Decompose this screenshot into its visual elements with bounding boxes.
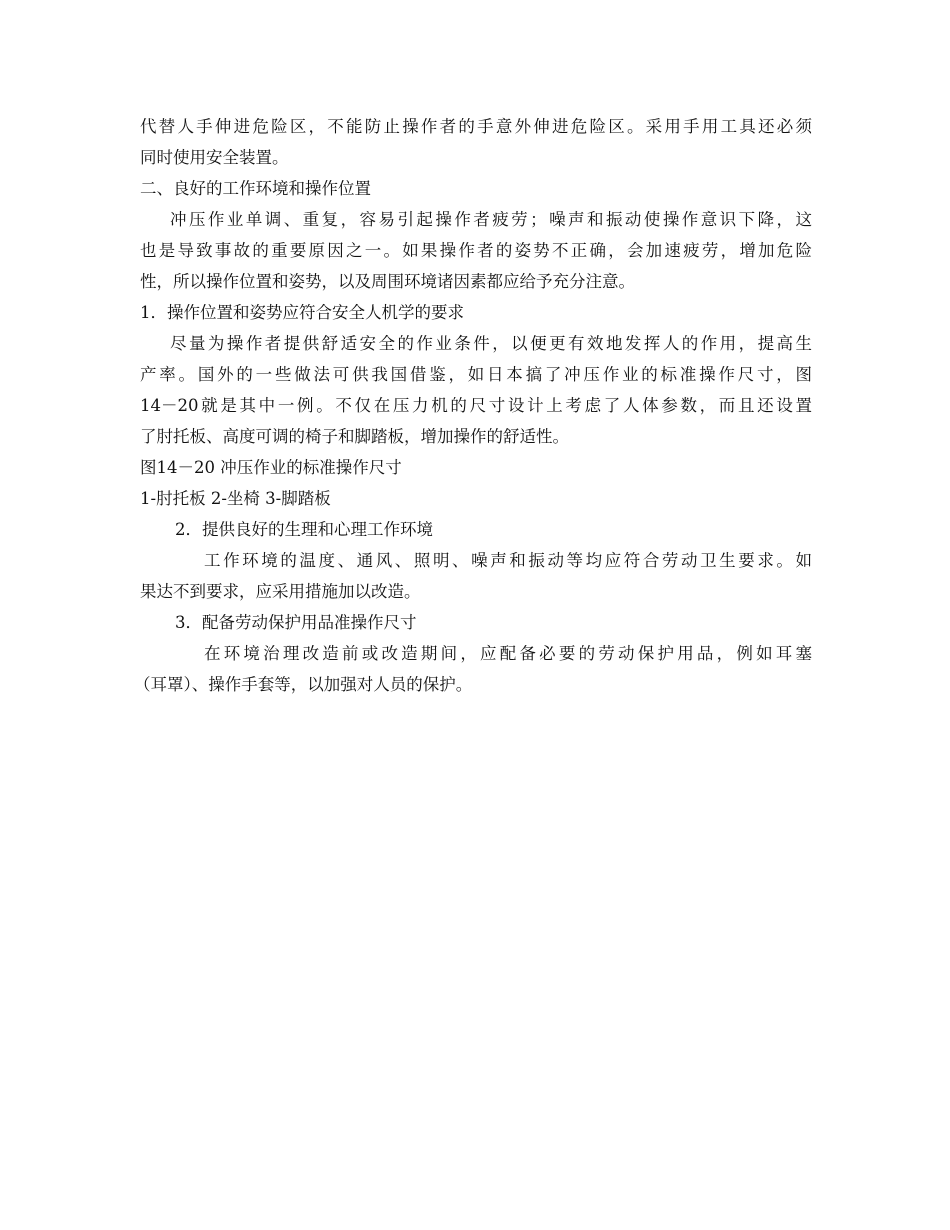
paragraph-line: 了肘托板、高度可调的椅子和脚踏板，增加操作的舒适性。 bbox=[140, 427, 569, 446]
paragraph-line: 14－20就是其中一例。不仅在压力机的尺寸设计上考虑了人体参数，而且还设置 bbox=[140, 396, 812, 415]
section-heading: 二、良好的工作环境和操作位置 bbox=[140, 179, 371, 198]
subsection-heading: 2．提供良好的生理和心理工作环境 bbox=[175, 520, 433, 539]
paragraph-line: 也是导致事故的重要原因之一。如果操作者的姿势不正确，会加速疲劳，增加危险 bbox=[140, 241, 812, 260]
paragraph-line: 冲压作业单调、重复，容易引起操作者疲劳；噪声和振动使操作意识下降，这 bbox=[170, 210, 812, 229]
figure-caption: 图14－20 冲压作业的标准操作尺寸 bbox=[140, 458, 402, 477]
paragraph-line: 性，所以操作位置和姿势，以及周围环境诸因素都应给予充分注意。 bbox=[140, 272, 635, 291]
subsection-heading: 3．配备劳动保护用品准操作尺寸 bbox=[175, 613, 417, 632]
paragraph-line: 在环境治理改造前或改造期间，应配备必要的劳动保护用品，例如耳塞 bbox=[204, 644, 812, 663]
subsection-heading: 1．操作位置和姿势应符合安全人机学的要求 bbox=[140, 303, 464, 322]
paragraph-line: 同时使用安全装置。 bbox=[140, 148, 289, 167]
figure-legend: 1-肘托板 2-坐椅 3-脚踏板 bbox=[140, 489, 331, 508]
paragraph-line: 产率。国外的一些做法可供我国借鉴，如日本搞了冲压作业的标准操作尺寸，图 bbox=[140, 365, 812, 384]
paragraph-line: 工作环境的温度、通风、照明、噪声和振动等均应符合劳动卫生要求。如 bbox=[204, 551, 812, 570]
paragraph-line: （耳罩）、操作手套等，以加强对人员的保护。 bbox=[134, 675, 473, 694]
paragraph-line: 尽量为操作者提供舒适安全的作业条件，以便更有效地发挥人的作用，提高生 bbox=[170, 334, 812, 353]
paragraph-line: 果达不到要求，应采用措施加以改造。 bbox=[140, 582, 421, 601]
paragraph-line: 代替人手伸进危险区，不能防止操作者的手意外伸进危险区。采用手用工具还必须 bbox=[140, 117, 812, 136]
